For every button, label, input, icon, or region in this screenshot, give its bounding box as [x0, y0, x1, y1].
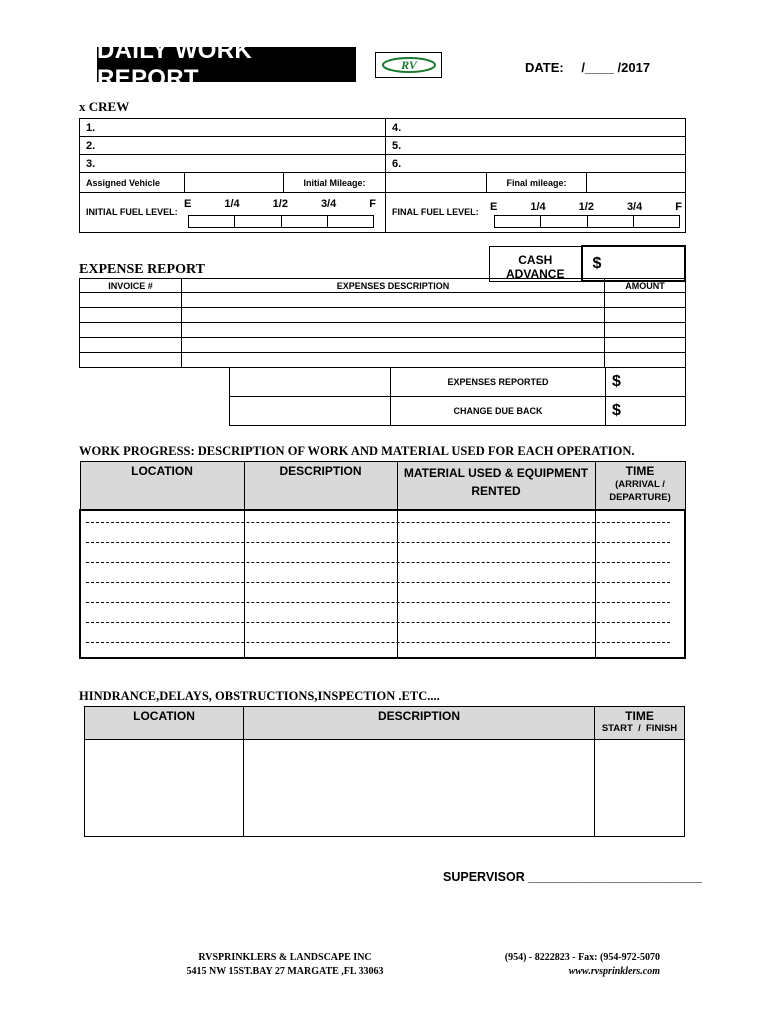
expense-table — [79, 278, 686, 368]
supervisor-label: SUPERVISOR — [443, 870, 525, 884]
col-hindrance-time — [595, 707, 685, 740]
assigned-vehicle-label: Assigned Vehicle — [80, 173, 185, 193]
hindrance-location-cell[interactable] — [85, 740, 244, 837]
supervisor-line: _________________________ — [528, 870, 703, 884]
description-cell[interactable] — [182, 308, 605, 323]
fuel-mark-half: 1/2 — [578, 201, 594, 213]
expense-row — [80, 323, 686, 338]
initial-fuel-gauge[interactable] — [188, 215, 374, 228]
company-name: RVSPRINKLERS & LANDSCAPE INC — [198, 952, 372, 963]
expense-row — [80, 353, 686, 368]
date-field — [525, 60, 650, 75]
hindrance-body — [85, 740, 685, 837]
writing-line — [86, 642, 670, 643]
amount-cell[interactable] — [605, 323, 686, 338]
fuel-mark-half: 1/2 — [272, 198, 288, 210]
time-cell[interactable] — [595, 510, 685, 658]
col-hindrance-description: DESCRIPTION — [244, 707, 595, 740]
col-location: LOCATION — [80, 462, 244, 510]
final-fuel-gauge[interactable] — [494, 215, 680, 228]
date-label: DATE: — [525, 60, 564, 75]
writing-line — [86, 602, 670, 603]
col-invoice: INVOICE # — [80, 279, 182, 293]
hindrance-table — [84, 706, 685, 837]
initial-fuel-cell — [80, 193, 386, 233]
crew-member-3[interactable]: 3. — [80, 155, 386, 173]
col-time-sub: (ARRIVAL / DEPARTURE) — [609, 479, 671, 503]
fuel-table — [79, 192, 686, 233]
invoice-cell[interactable] — [80, 293, 182, 308]
col-expense-description: EXPENSES DESCRIPTION — [182, 279, 605, 293]
company-address: 5415 NW 15ST.BAY 27 MARGATE ,FL 33063 — [186, 966, 384, 977]
final-mileage-label: Final mileage: — [487, 173, 587, 193]
expense-heading: EXPENSE REPORT — [79, 262, 205, 277]
initial-fuel-label: INITIAL FUEL LEVEL: — [86, 207, 178, 217]
invoice-cell[interactable] — [80, 308, 182, 323]
amount-cell[interactable] — [605, 338, 686, 353]
svg-text:RV: RV — [400, 58, 417, 72]
description-cell[interactable] — [244, 510, 397, 658]
amount-cell[interactable] — [605, 353, 686, 368]
fuel-mark-quarter: 1/4 — [224, 198, 240, 210]
company-phone: (954) - 8222823 - Fax: (954-972-5070 — [504, 952, 660, 963]
writing-line — [86, 562, 670, 563]
crew-member-2[interactable]: 2. — [80, 137, 386, 155]
col-material: MATERIAL USED & EQUIPMENT RENTED — [397, 462, 595, 510]
supervisor-field[interactable] — [443, 870, 702, 884]
col-amount: AMOUNT — [605, 279, 686, 293]
cash-advance-symbol: $ — [592, 254, 602, 272]
vehicle-table — [79, 172, 686, 193]
crew-member-6[interactable]: 6. — [386, 155, 686, 173]
invoice-cell[interactable] — [80, 323, 182, 338]
final-fuel-cell — [386, 193, 686, 233]
expenses-reported-label: EXPENSES REPORTED — [391, 368, 606, 397]
work-progress-heading: WORK PROGRESS: DESCRIPTION OF WORK AND MATERIAL USED FOR EACH OPERATION. — [79, 444, 635, 458]
fuel-mark-quarter: 1/4 — [530, 201, 546, 213]
hindrance-description-cell[interactable] — [244, 740, 595, 837]
final-mileage-field[interactable] — [587, 173, 686, 193]
description-cell[interactable] — [182, 353, 605, 368]
initial-mileage-label: Initial Mileage: — [284, 173, 386, 193]
writing-line — [86, 522, 670, 523]
footer-company — [170, 951, 400, 979]
expense-summary-table — [229, 367, 686, 426]
date-value[interactable]: /____ /2017 — [581, 60, 651, 75]
fuel-mark-e: E — [184, 198, 192, 210]
description-cell[interactable] — [182, 323, 605, 338]
material-cell[interactable] — [397, 510, 595, 658]
amount-cell[interactable] — [605, 308, 686, 323]
expense-row — [80, 308, 686, 323]
crew-member-4[interactable]: 4. — [386, 119, 686, 137]
col-hindrance-location: LOCATION — [85, 707, 244, 740]
amount-cell[interactable] — [605, 293, 686, 308]
location-cell[interactable] — [80, 510, 244, 658]
final-fuel-marks — [490, 201, 682, 213]
cash-advance-field[interactable] — [582, 246, 686, 281]
col-description: DESCRIPTION — [244, 462, 397, 510]
company-logo — [375, 52, 442, 78]
final-fuel-label: FINAL FUEL LEVEL: — [392, 207, 479, 217]
initial-mileage-field[interactable] — [386, 173, 487, 193]
fuel-mark-f: F — [675, 201, 682, 213]
expenses-reported-field[interactable] — [606, 368, 686, 397]
crew-heading: x CREW — [79, 99, 130, 114]
expense-row — [80, 293, 686, 308]
description-cell[interactable] — [182, 338, 605, 353]
dollar-sign: $ — [612, 402, 621, 419]
summary-blank-cell[interactable] — [230, 397, 391, 426]
work-progress-table — [79, 461, 686, 659]
dollar-sign: $ — [612, 373, 621, 390]
col-time — [595, 462, 685, 510]
change-due-back-label: CHANGE DUE BACK — [391, 397, 606, 426]
logo-graphic — [381, 56, 437, 74]
writing-line — [86, 622, 670, 623]
crew-table — [79, 118, 686, 173]
crew-member-1[interactable]: 1. — [80, 119, 386, 137]
fuel-mark-three-quarter: 3/4 — [320, 198, 337, 210]
col-hindrance-time-label: TIME — [625, 709, 654, 723]
cash-advance-label: CASH ADVANCE — [490, 246, 582, 281]
change-due-back-field[interactable] — [606, 397, 686, 426]
expense-row — [80, 338, 686, 353]
crew-member-5[interactable]: 5. — [386, 137, 686, 155]
assigned-vehicle-field[interactable] — [185, 173, 284, 193]
col-hindrance-time-sub: START / FINISH — [601, 723, 678, 734]
fuel-mark-e: E — [490, 201, 498, 213]
writing-line — [86, 582, 670, 583]
hindrance-time-cell[interactable] — [595, 740, 685, 837]
report-title: DAILY WORK REPORT — [97, 47, 356, 82]
fuel-mark-f: F — [369, 198, 376, 210]
cash-advance-table — [489, 245, 686, 282]
summary-blank-cell[interactable] — [230, 368, 391, 397]
writing-line — [86, 542, 670, 543]
footer-contact — [460, 951, 660, 979]
invoice-cell[interactable] — [80, 338, 182, 353]
initial-fuel-marks — [184, 198, 376, 210]
work-progress-body — [80, 510, 685, 658]
fuel-mark-three-quarter: 3/4 — [626, 201, 643, 213]
hindrance-heading: HINDRANCE,DELAYS, OBSTRUCTIONS,INSPECTION .ETC.... — [79, 689, 440, 703]
invoice-cell[interactable] — [80, 353, 182, 368]
company-website[interactable]: www.rvsprinklers.com — [568, 966, 660, 977]
description-cell[interactable] — [182, 293, 605, 308]
col-time-label: TIME — [625, 464, 655, 478]
